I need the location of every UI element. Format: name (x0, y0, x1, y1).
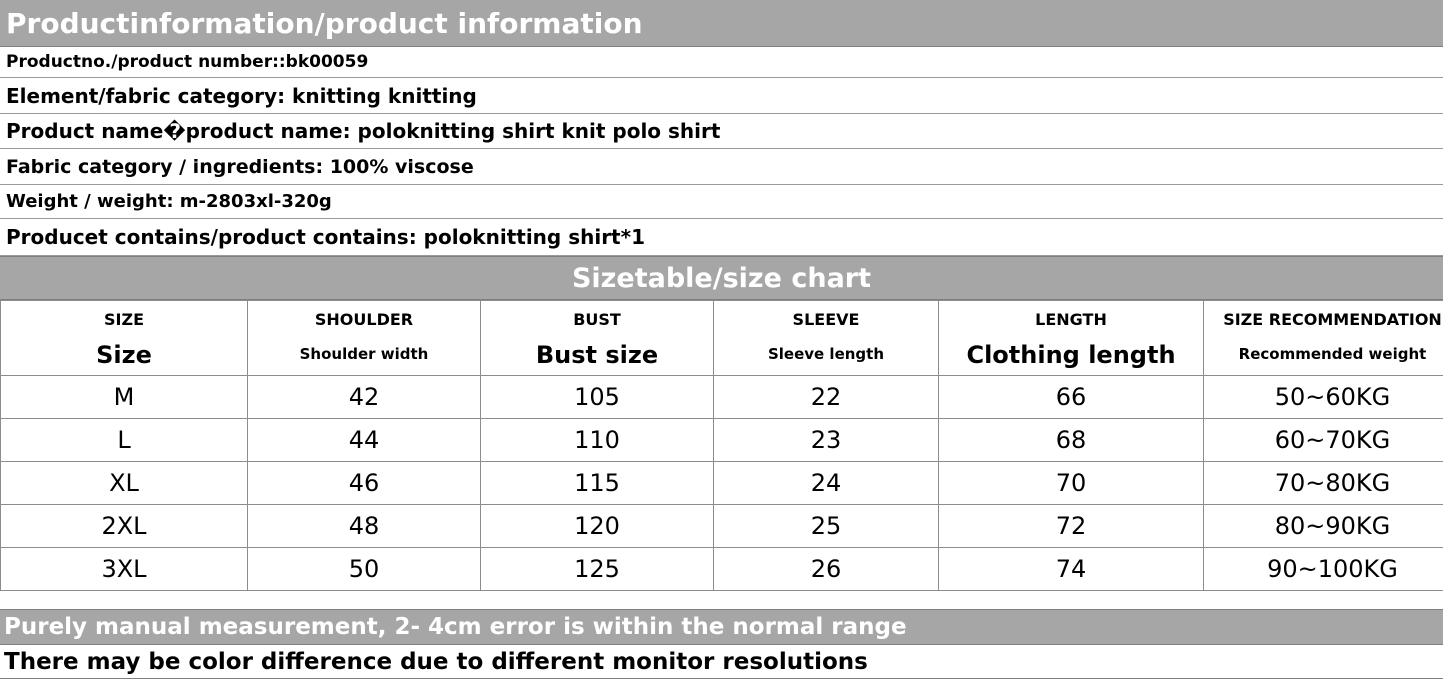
ingredients-row: Fabric category / ingredients: 100% viscose (0, 149, 1443, 185)
cell-length: 74 (939, 548, 1204, 591)
header-sleeve-en: SLEEVE (714, 301, 939, 336)
measurement-note: Purely manual measurement, 2- 4cm error is within the normal range (0, 609, 1443, 645)
product-number-row: Productno./product number::bk00059 (0, 47, 1443, 78)
color-difference-note: There may be color difference due to different monitor resolutions (0, 645, 1443, 679)
cell-weight-range: 60~70KG (1204, 419, 1443, 462)
table-row (1, 548, 1443, 591)
cell-weight-range: 90~100KG (1204, 548, 1443, 591)
size-chart-header: Sizetable/size chart (0, 256, 1443, 300)
cell-size: M (1, 376, 248, 419)
cell-bust: 105 (481, 376, 714, 419)
cell-size: 3XL (1, 548, 248, 591)
table-row (1, 505, 1443, 548)
cell-sleeve: 26 (714, 548, 939, 591)
header-recommendation-cn: Recommended weight (1204, 335, 1443, 376)
header-sleeve-cn: Sleeve length (714, 335, 939, 376)
cell-sleeve: 25 (714, 505, 939, 548)
table-row (1, 419, 1443, 462)
weight-row: Weight / weight: m-2803xl-320g (0, 185, 1443, 219)
package-contains-row: Producet contains/product contains: poloknitting shirt*1 (0, 219, 1443, 256)
cell-weight-range: 80~90KG (1204, 505, 1443, 548)
table-header-row-english (1, 301, 1443, 336)
table-row (1, 376, 1443, 419)
cell-size: L (1, 419, 248, 462)
cell-shoulder: 44 (248, 419, 481, 462)
cell-shoulder: 46 (248, 462, 481, 505)
fabric-category-row: Element/fabric category: knitting knitting (0, 78, 1443, 114)
cell-shoulder: 50 (248, 548, 481, 591)
cell-sleeve: 24 (714, 462, 939, 505)
header-length-en: LENGTH (939, 301, 1204, 336)
cell-shoulder: 48 (248, 505, 481, 548)
header-size-cn: Size (1, 335, 248, 376)
cell-bust: 110 (481, 419, 714, 462)
header-shoulder-en: SHOULDER (248, 301, 481, 336)
header-shoulder-cn: Shoulder width (248, 335, 481, 376)
cell-size: XL (1, 462, 248, 505)
table-row (1, 462, 1443, 505)
table-header-row-secondary (1, 335, 1443, 376)
cell-weight-range: 50~60KG (1204, 376, 1443, 419)
cell-length: 66 (939, 376, 1204, 419)
header-length-cn: Clothing length (939, 335, 1204, 376)
header-bust-cn: Bust size (481, 335, 714, 376)
header-size-en: SIZE (1, 301, 248, 336)
cell-sleeve: 23 (714, 419, 939, 462)
cell-length: 72 (939, 505, 1204, 548)
cell-shoulder: 42 (248, 376, 481, 419)
table-footer-spacer (0, 591, 1443, 609)
cell-length: 68 (939, 419, 1204, 462)
cell-bust: 125 (481, 548, 714, 591)
header-bust-en: BUST (481, 301, 714, 336)
cell-bust: 115 (481, 462, 714, 505)
header-recommendation-en: SIZE RECOMMENDATION (1204, 301, 1443, 336)
cell-length: 70 (939, 462, 1204, 505)
product-information-header: Productinformation/product information (0, 0, 1443, 47)
cell-sleeve: 22 (714, 376, 939, 419)
cell-bust: 120 (481, 505, 714, 548)
cell-weight-range: 70~80KG (1204, 462, 1443, 505)
product-name-row: Product name�product name: poloknitting shirt knit polo shirt (0, 114, 1443, 149)
cell-size: 2XL (1, 505, 248, 548)
size-chart-table (0, 300, 1443, 591)
